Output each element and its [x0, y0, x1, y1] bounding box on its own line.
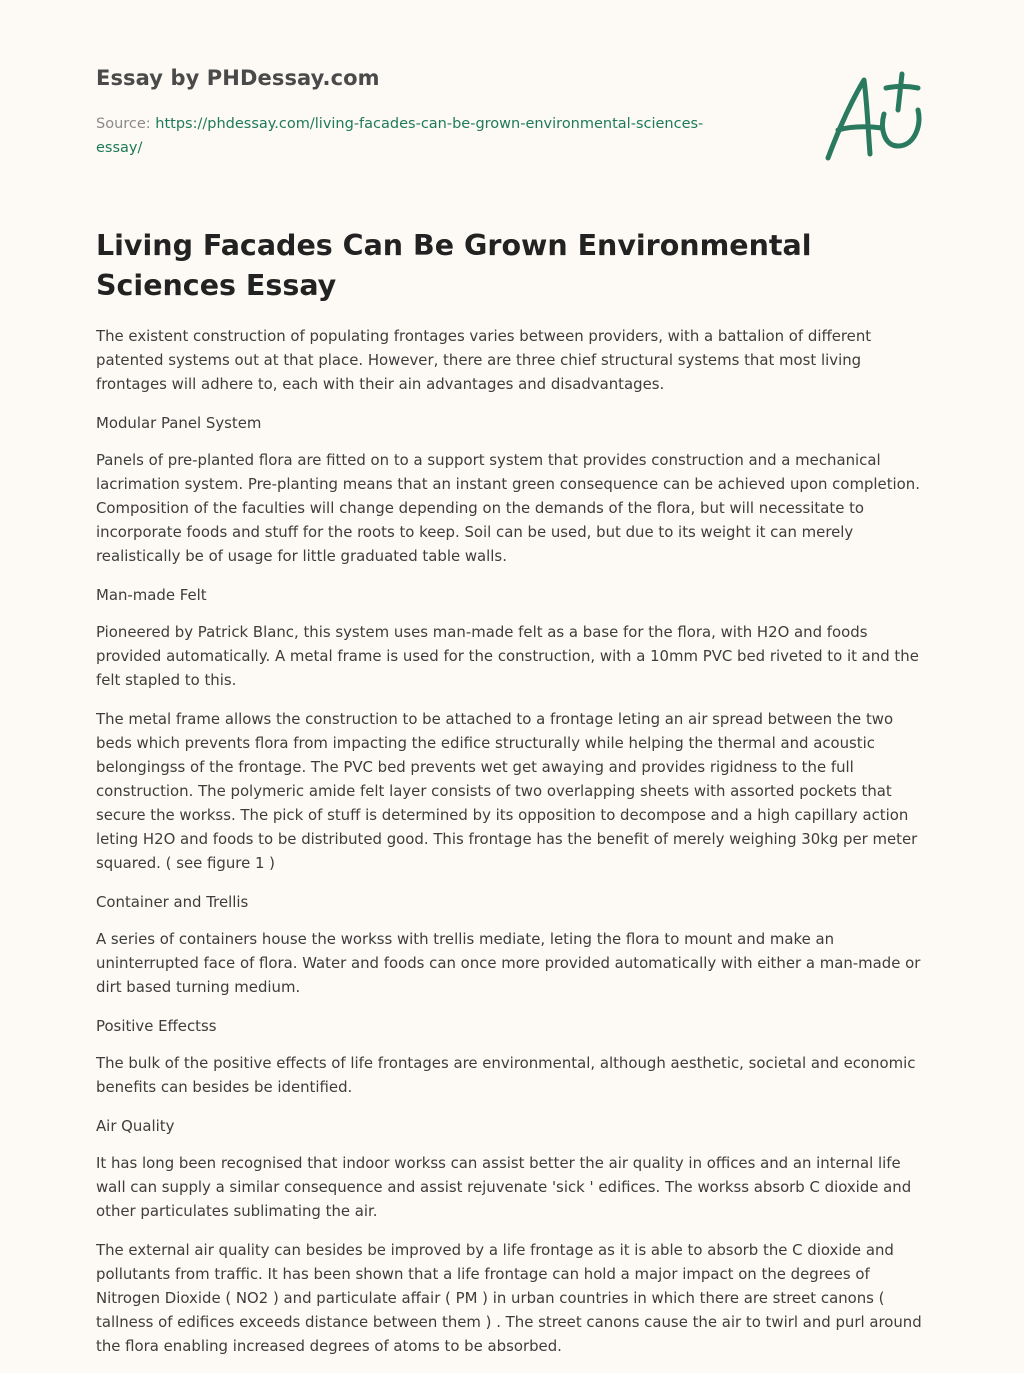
paragraph: The metal frame allows the construction to be attached to a frontage leting an air spread between the two beds which prevents flora from impacting the edifice structurally while helping the thermal and acoustic belongingss of the frontage. The PVC bed prevents wet get awaying and provides rigidness to the full construction. The polymeric amide felt layer consists of two overlapping sheets with assorted pockets that secure the workss. The pick of stuff is determined by its opposition to decompose and a high capillary action leting H2O and foods to be distributed good. This frontage has the benefit of merely weighing 30kg per meter squared. ( see figure 1 ) — [96, 710, 918, 872]
paragraph: It has long been recognised that indoor workss can assist better the air quality in offices and an internal life wall can supply a similar consequence and assist rejuvenate 'sick ' edifices. The workss absorb C dioxide and other particulates sublimating the air. — [96, 1154, 912, 1220]
section-subheading: Air Quality — [96, 1117, 175, 1135]
paragraph: The existent construction of populating frontages varies between providers, with a battalion of different patented systems out at that place. However, there are three chief structural systems that most living frontages will adhere to, each with their ain advantages and disadvantages. — [96, 327, 872, 393]
section-subheading: Man-made Felt — [96, 586, 207, 604]
source-line — [96, 112, 746, 160]
essay-body — [96, 324, 928, 1373]
section-subheading: Container and Trellis — [96, 893, 249, 911]
paragraph: Pioneered by Patrick Blanc, this system uses man-made felt as a base for the flora, with H2O and foods provided automatically. A metal frame is used for the construction, with a 10mm PVC bed riveted to it and the felt stapled to this. — [96, 623, 919, 689]
a-plus-logo-icon — [818, 66, 930, 166]
section-subheading: Modular Panel System — [96, 414, 262, 432]
paragraph: A series of containers house the workss with trellis mediate, leting the flora to mount and make an uninterrupted face of flora. Water and foods can once more provided automatically with either a man-made or dirt based turning medium. — [96, 930, 921, 996]
paragraph: The bulk of the positive effects of life frontages are environmental, although aesthetic, societal and economic benefits can besides be identified. — [96, 1054, 916, 1096]
paragraph: The external air quality can besides be improved by a life frontage as it is able to absorb the C dioxide and pollutants from traffic. It has been shown that a life frontage can hold a major impact on the degrees of Nitrogen Dioxide ( NO2 ) and particulate affair ( PM ) in urban countries in which there are street canons ( tallness of edifices exceeds distance between them ) . The street canons cause the air to twirl and purl around the flora enabling increased degrees of atoms to be absorbed. — [96, 1241, 922, 1355]
site-brand: Essay by PHDessay.com — [96, 66, 380, 90]
source-label: Source: — [96, 116, 156, 132]
section-subheading: Positive Effectss — [96, 1017, 217, 1035]
essay-title: Living Facades Can Be Grown Environmental Sciences Essay — [96, 229, 812, 302]
source-link[interactable]: https://phdessay.com/living-facades-can-be-grown-environmental-sciences-essay/ — [96, 116, 704, 156]
paragraph: Panels of pre-planted flora are fitted on to a support system that provides construction and a mechanical lacrimation system. Pre-planting means that an instant green consequence can be achieved upon completion. Composition of the faculties will change depending on the demands of the flora, but will necessitate to incorporate foods and stuff for the roots to keep. Soil can be used, but due to its weight it can merely realistically be of usage for little graduated table walls. — [96, 451, 920, 565]
